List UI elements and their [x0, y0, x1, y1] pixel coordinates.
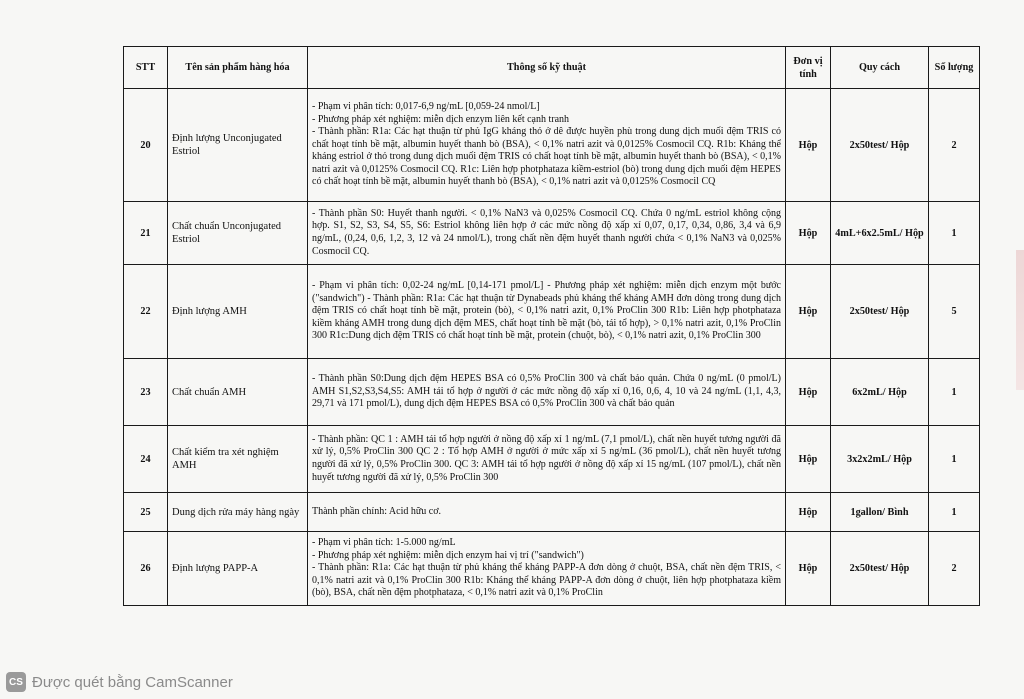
- row-packaging: 3x2x2mL/ Hộp: [831, 426, 929, 493]
- table-row: [124, 265, 980, 359]
- row-product-name: Chất chuẩn AMH: [168, 359, 308, 426]
- spec-line: - Thành phần: R1a: Các hạt thuận từ phủ IgG kháng thỏ ở dê được huyền phù trong dung dịch muối đệm TRIS có chất hoạt tính bề mặt, albumin huyết thanh bò (BSA), < 0,1% natri azit và 0,0125% Cosmocil CQ. R1b: Kháng thể kháng estriol ở thỏ trong dung dịch muối đệm TRIS có chất hoạt tính bề mặt, albumin huyết thanh bò (BSA), < 0,1% natri azit và 0,0125% Cosmocil CQ. R1c: Liên hợp photphataza kiềm-estriol (bò) trong dung dịch muối đệm HEPES có chất hoạt tính bề mặt, albumin huyết thanh bò (BSA), < 0,1% natri azit và 0,0125% Cosmocil CQ: [312, 126, 781, 188]
- table-row: [124, 493, 980, 532]
- header-product-name: Tên sản phẩm hàng hóa: [168, 47, 308, 89]
- row-stt: 25: [124, 493, 168, 532]
- row-specification: [308, 265, 786, 359]
- row-quantity: 5: [929, 265, 980, 359]
- header-unit: Đơn vị tính: [786, 47, 831, 89]
- watermark-text: Được quét bằng CamScanner: [32, 673, 233, 691]
- row-stt: 21: [124, 202, 168, 265]
- spec-line: - Phương pháp xét nghiệm: miễn dịch enzym hai vị trí ("sandwich"): [312, 549, 584, 561]
- row-specification: [308, 202, 786, 265]
- row-packaging: 4mL+6x2.5mL/ Hộp: [831, 202, 929, 265]
- spec-line: - Phạm vi phân tích: 0,017-6,9 ng/mL [0,059-24 nmol/L]: [312, 100, 540, 112]
- row-quantity: 1: [929, 202, 980, 265]
- row-packaging: 2x50test/ Hộp: [831, 89, 929, 202]
- header-quantity: Số lượng: [929, 47, 980, 89]
- row-quantity: 1: [929, 359, 980, 426]
- table-row: [124, 89, 980, 202]
- row-product-name: Dung dịch rửa máy hàng ngày: [168, 493, 308, 532]
- camscanner-logo-icon: CS: [6, 672, 26, 692]
- row-packaging: 6x2mL/ Hộp: [831, 359, 929, 426]
- row-stt: 26: [124, 532, 168, 606]
- product-spec-table: [123, 46, 980, 606]
- spec-line: Thành phần chính: Acid hữu cơ.: [312, 505, 442, 517]
- row-packaging: 1gallon/ Bình: [831, 493, 929, 532]
- row-quantity: 2: [929, 89, 980, 202]
- spec-line: - Phương pháp xét nghiệm: miễn dịch enzym liên kết cạnh tranh: [312, 113, 570, 125]
- row-stt: 23: [124, 359, 168, 426]
- row-unit: Hộp: [786, 265, 831, 359]
- row-unit: Hộp: [786, 359, 831, 426]
- row-specification: [308, 426, 786, 493]
- table-header-row: [124, 47, 980, 89]
- spec-line: - Thành phần: QC 1 : AMH tái tổ hợp người ở nồng độ xấp xỉ 1 ng/mL (7,1 pmol/L), chất nền huyết tương người đã xử lý, 0,5% ProClin 300 QC 2 : Tổ hợp AMH ở người ở mức xấp xỉ 5 ng/mL (36 pmol/L), chất nền huyết tương người đã xử lý, 0,5% ProClin 300. QC 3: AMH tái tổ hợp người ở nồng độ xấp xỉ 15 ng/mL (107 pmol/L), chất nền huyết tương người đã xử lý, 0,5% ProClin 300: [312, 433, 781, 483]
- row-product-name: Định lượng AMH: [168, 265, 308, 359]
- table-row: [124, 532, 980, 606]
- table-row: [124, 426, 980, 493]
- row-stt: 20: [124, 89, 168, 202]
- row-stt: 24: [124, 426, 168, 493]
- row-specification: [308, 532, 786, 606]
- row-quantity: 1: [929, 426, 980, 493]
- header-specification: Thông số kỹ thuật: [308, 47, 786, 89]
- row-product-name: Định lượng PAPP-A: [168, 532, 308, 606]
- table-row: [124, 359, 980, 426]
- row-unit: Hộp: [786, 532, 831, 606]
- row-quantity: 1: [929, 493, 980, 532]
- row-unit: Hộp: [786, 426, 831, 493]
- row-stt: 22: [124, 265, 168, 359]
- row-unit: Hộp: [786, 89, 831, 202]
- spec-line: - Thành phần S0:Dung dịch đệm HEPES BSA có 0,5% ProClin 300 và chất bảo quản. Chứa 0 ng/mL (0 pmol/L) AMH S1,S2,S3,S4,S5: AMH tái tổ hợp ở người ở các mức nồng độ xấp xỉ 0,16, 0,6, 4, 10 và 24 ng/mL (1,1, 4,3, 29,71 và 171 pmol/L), dung dịch đệm HEPES BSA có 0,5% ProClin 300 và chất bảo quản: [312, 373, 781, 410]
- spec-line: - Phạm vi phân tích: 0,02-24 ng/mL [0,14-171 pmol/L] - Phương pháp xét nghiệm: miễn dịch enzym một bước ("sandwich") - Thành phần: R1a: Các hạt thuận từ Dynabeads phủ kháng thể kháng AMH đơn dòng trong dung dịch đệm TRIS có chất hoạt tính bề mặt, protein (bò), < 0,1% natri azit, 0,1% ProClin 300 R1b: Liên hợp photphataza kiềm kháng AMH trong dung dịch đệm MES, chất hoạt tính bề mặt (bò, tái tổ hợp), > 0,1% natri azit, 0,1% ProClin 300 R1c:Dung dịch đệm TRIS có chất hoạt tính bề mặt, protein (chuột, bò), < 0,1% natri azit, 0,1% ProClin 300: [312, 280, 781, 342]
- spec-line: - Thành phần: R1a: Các hạt thuận từ phủ kháng thể kháng PAPP-A đơn dòng ở chuột, BSA, chất nền đệm TRIS, < 0,1% natri azit và 0,1% ProClin 300 R1b: Kháng thể kháng PAPP-A đơn dòng ở chuột, liên hợp photphataza kiềm (bò), BSA, chất nền đệm photphataza, < 0,1% natri azit và 0,1% ProClin: [312, 562, 781, 599]
- scan-edge-mark: [1016, 250, 1024, 390]
- row-specification: [308, 89, 786, 202]
- spec-line: - Phạm vi phân tích: 1-5.000 ng/mL: [312, 537, 456, 549]
- row-packaging: 2x50test/ Hộp: [831, 532, 929, 606]
- row-specification: [308, 359, 786, 426]
- row-specification: [308, 493, 786, 532]
- row-unit: Hộp: [786, 202, 831, 265]
- row-product-name: Định lượng Unconjugated Estriol: [168, 89, 308, 202]
- row-product-name: Chất kiểm tra xét nghiệm AMH: [168, 426, 308, 493]
- header-packaging: Quy cách: [831, 47, 929, 89]
- scanner-watermark: [6, 672, 233, 692]
- row-unit: Hộp: [786, 493, 831, 532]
- header-stt: STT: [124, 47, 168, 89]
- row-packaging: 2x50test/ Hộp: [831, 265, 929, 359]
- row-quantity: 2: [929, 532, 980, 606]
- table-row: [124, 202, 980, 265]
- spec-line: - Thành phần S0: Huyết thanh người. < 0,1% NaN3 và 0,025% Cosmocil CQ. Chứa 0 ng/mL estriol không cộng hợp. S1, S2, S3, S4, S5, S6: Estriol không liên hợp ở các mức nồng độ xấp xỉ 0,07, 0,17, 0,34, 0,86, 3,4 và 6,9 ng/mL, (0,24, 0,6, 1,2, 3, 12 và 24 nmol/L), trong chất nền đệm huyết thanh người chứa < 0,1% NaN3 và 0,025% Cosmocil CQ.: [312, 207, 781, 257]
- row-product-name: Chất chuẩn Unconjugated Estriol: [168, 202, 308, 265]
